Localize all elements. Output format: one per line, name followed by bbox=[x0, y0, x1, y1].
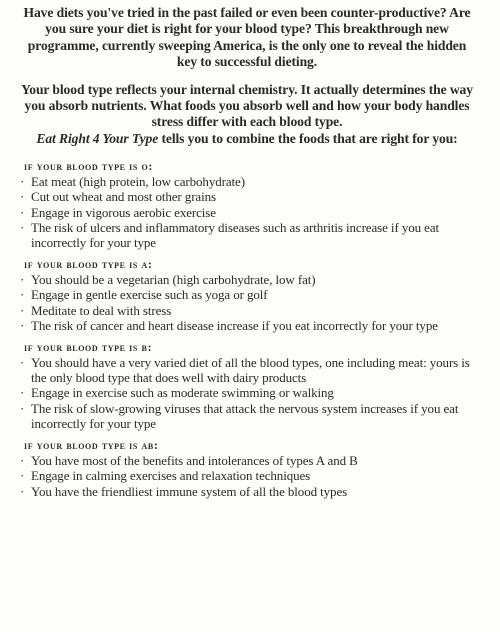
list-item-text: You have the friendliest immune system of all the blood types bbox=[31, 483, 348, 499]
list-item-text: Engage in exercise such as moderate swimming or walking bbox=[31, 385, 334, 401]
list-item-text: The risk of slow-growing viruses that attack the nervous system increases if you eat incorrectly for your type bbox=[31, 400, 459, 431]
list-item bbox=[18, 401, 476, 431]
bullet-icon: · bbox=[20, 189, 25, 205]
list-item-text: You should be a vegetarian (high carbohydrate, low fat) bbox=[31, 272, 316, 288]
bullet-icon: · bbox=[20, 272, 25, 288]
bullet-icon: · bbox=[20, 174, 25, 190]
list-item-text: You have most of the benefits and intolerances of types A and B bbox=[31, 453, 358, 469]
list-item-text: Cut out wheat and most other grains bbox=[31, 189, 216, 205]
section-type-b bbox=[18, 340, 476, 431]
list-item-text: The risk of cancer and heart disease increase if you eat incorrectly for your type bbox=[31, 317, 438, 333]
bullet-icon: · bbox=[20, 287, 25, 303]
list-item bbox=[18, 220, 476, 250]
list-item bbox=[18, 174, 476, 189]
book-title: Eat Right 4 Your Type bbox=[36, 130, 159, 146]
bullet-list bbox=[18, 272, 476, 333]
intro-lead: Your blood type reflects your internal chemistry. It actually determines the way you absorb nutrients. What foods you absorb well and how your body handles stress differ with each blood type. bbox=[21, 81, 473, 130]
list-item bbox=[18, 484, 476, 499]
list-item-text: Engage in calming exercises and relaxation techniques bbox=[31, 468, 311, 484]
list-item-text: Meditate to deal with stress bbox=[31, 302, 172, 318]
list-item bbox=[18, 355, 476, 385]
bullet-list bbox=[18, 453, 476, 499]
bullet-icon: · bbox=[20, 453, 25, 469]
intro-paragraph: Have diets you've tried in the past failed or even been counter-productive? Are you sure your diet is right for your blood type? This breakthrough new programme, currently sweeping America, is the only one to reveal the hidden key to successful dieting. bbox=[23, 5, 471, 70]
list-item bbox=[18, 287, 476, 302]
list-item-text: Engage in gentle exercise such as yoga or golf bbox=[31, 287, 268, 303]
intro-paragraph-2 bbox=[18, 82, 476, 148]
list-item bbox=[18, 189, 476, 204]
intro-tail: tells you to combine the foods that are right for you: bbox=[158, 130, 458, 146]
list-item-text: Eat meat (high protein, low carbohydrate) bbox=[31, 174, 245, 190]
bullet-icon: · bbox=[20, 355, 25, 371]
list-item-text: You should have a very varied diet of all the blood types, one including meat: yours is the only blood type that does well with dairy products bbox=[31, 355, 470, 386]
list-item bbox=[18, 272, 476, 287]
bullet-icon: · bbox=[20, 219, 25, 235]
bullet-icon: · bbox=[20, 400, 25, 416]
section-type-a bbox=[18, 257, 476, 333]
bullet-icon: · bbox=[20, 483, 25, 499]
list-item-text: The risk of ulcers and inflammatory diseases such as arthritis increase if you eat incorrectly for your type bbox=[31, 219, 440, 251]
list-item bbox=[18, 303, 476, 318]
list-item bbox=[18, 453, 476, 468]
list-item bbox=[18, 385, 476, 400]
bullet-icon: · bbox=[20, 468, 25, 484]
section-heading: if your blood type is o: bbox=[24, 159, 153, 174]
bullet-list bbox=[18, 355, 476, 431]
list-item bbox=[18, 205, 476, 220]
bullet-icon: · bbox=[20, 302, 25, 318]
list-item-text: Engage in vigorous aerobic exercise bbox=[31, 204, 216, 220]
list-item bbox=[18, 318, 476, 333]
section-heading: if your blood type is a: bbox=[24, 257, 153, 272]
list-item bbox=[18, 468, 476, 483]
bullet-list bbox=[18, 174, 476, 250]
bullet-icon: · bbox=[20, 385, 25, 401]
section-type-ab bbox=[18, 438, 476, 499]
bullet-icon: · bbox=[20, 204, 25, 220]
section-type-o bbox=[18, 159, 476, 250]
bullet-icon: · bbox=[20, 317, 25, 333]
section-heading: if your blood type is ab: bbox=[24, 438, 159, 453]
section-heading: if your blood type is b: bbox=[24, 340, 153, 355]
